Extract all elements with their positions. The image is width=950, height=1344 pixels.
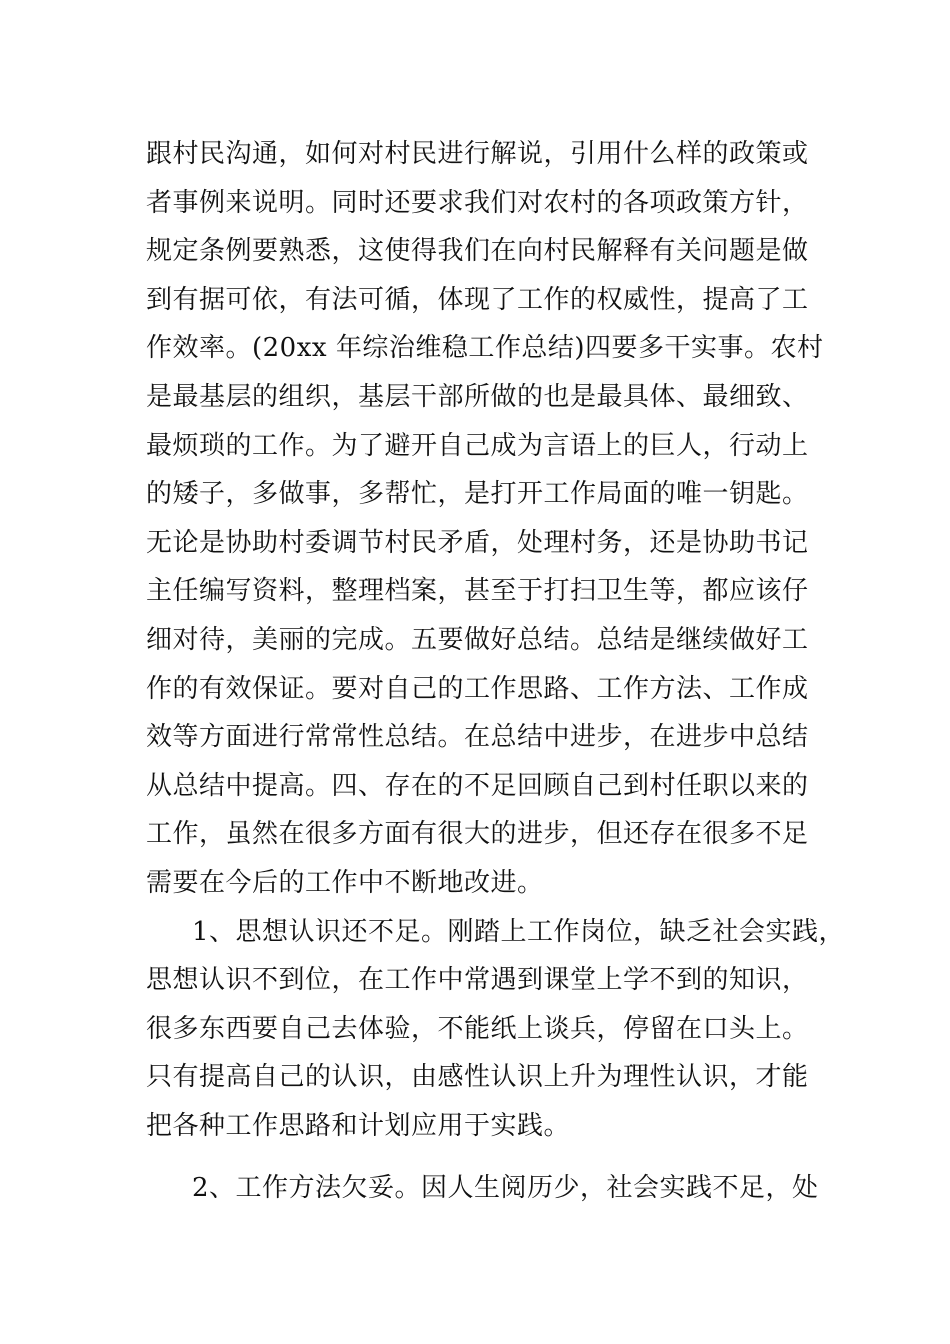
text-line: 主任编写资料，整理档案，甚至于打扫卫生等，都应该仔 <box>146 576 809 607</box>
text-line: 到有据可依，有法可循，体现了工作的权威性，提高了工 <box>146 284 809 315</box>
text-line: 者事例来说明。同时还要求我们对农村的各项政策方针， <box>146 187 809 218</box>
text-line: 只有提高自己的认识，由感性认识上升为理性认识，才能 <box>146 1062 809 1093</box>
text-line: 细对待，美丽的完成。五要做好总结。总结是继续做好工 <box>146 624 809 655</box>
paragraph-gap <box>146 1150 826 1164</box>
text-line: 1、思想认识还不足。刚踏上工作岗位，缺乏社会实践， <box>192 916 846 947</box>
text-line: 需要在今后的工作中不断地改进。 <box>146 867 544 898</box>
text-line: 跟村民沟通，如何对村民进行解说，引用什么样的政策或 <box>146 139 809 169</box>
text-line: 是最基层的组织，基层干部所做的也是最具体、最细致、 <box>146 381 809 412</box>
text-line: 把各种工作思路和计划应用于实践。 <box>146 1110 571 1141</box>
text-line: 作效率。(20xx 年综治维稳工作总结)四要多干实事。农村 <box>146 333 824 364</box>
text-line: 从总结中提高。四、存在的不足回顾自己到村任职以来的 <box>146 770 809 801</box>
text-line: 规定条例要熟悉，这使得我们在向村民解释有关问题是做 <box>146 236 809 267</box>
text-line: 的矮子，多做事，多帮忙，是打开工作局面的唯一钥匙。 <box>146 479 809 510</box>
text-line: 无论是协助村委调节村民矛盾，处理村务，还是协助书记 <box>146 527 809 558</box>
text-line: 很多东西要自己去体验，不能纸上谈兵，停留在口头上。 <box>146 1013 809 1044</box>
text-line: 工作，虽然在很多方面有很大的进步，但还存在很多不足 <box>146 819 809 850</box>
text-line: 作的有效保证。要对自己的工作思路、工作方法、工作成 <box>146 673 809 704</box>
text-line: 2、工作方法欠妥。因人生阅历少，社会实践不足，处 <box>192 1173 819 1204</box>
text-line: 思想认识不到位，在工作中常遇到课堂上学不到的知识， <box>146 965 809 996</box>
body-text <box>146 130 846 1213</box>
text-line: 效等方面进行常常性总结。在总结中进步，在进步中总结 <box>146 722 809 753</box>
text-line: 最烦琐的工作。为了避开自己成为言语上的巨人，行动上 <box>146 430 809 461</box>
